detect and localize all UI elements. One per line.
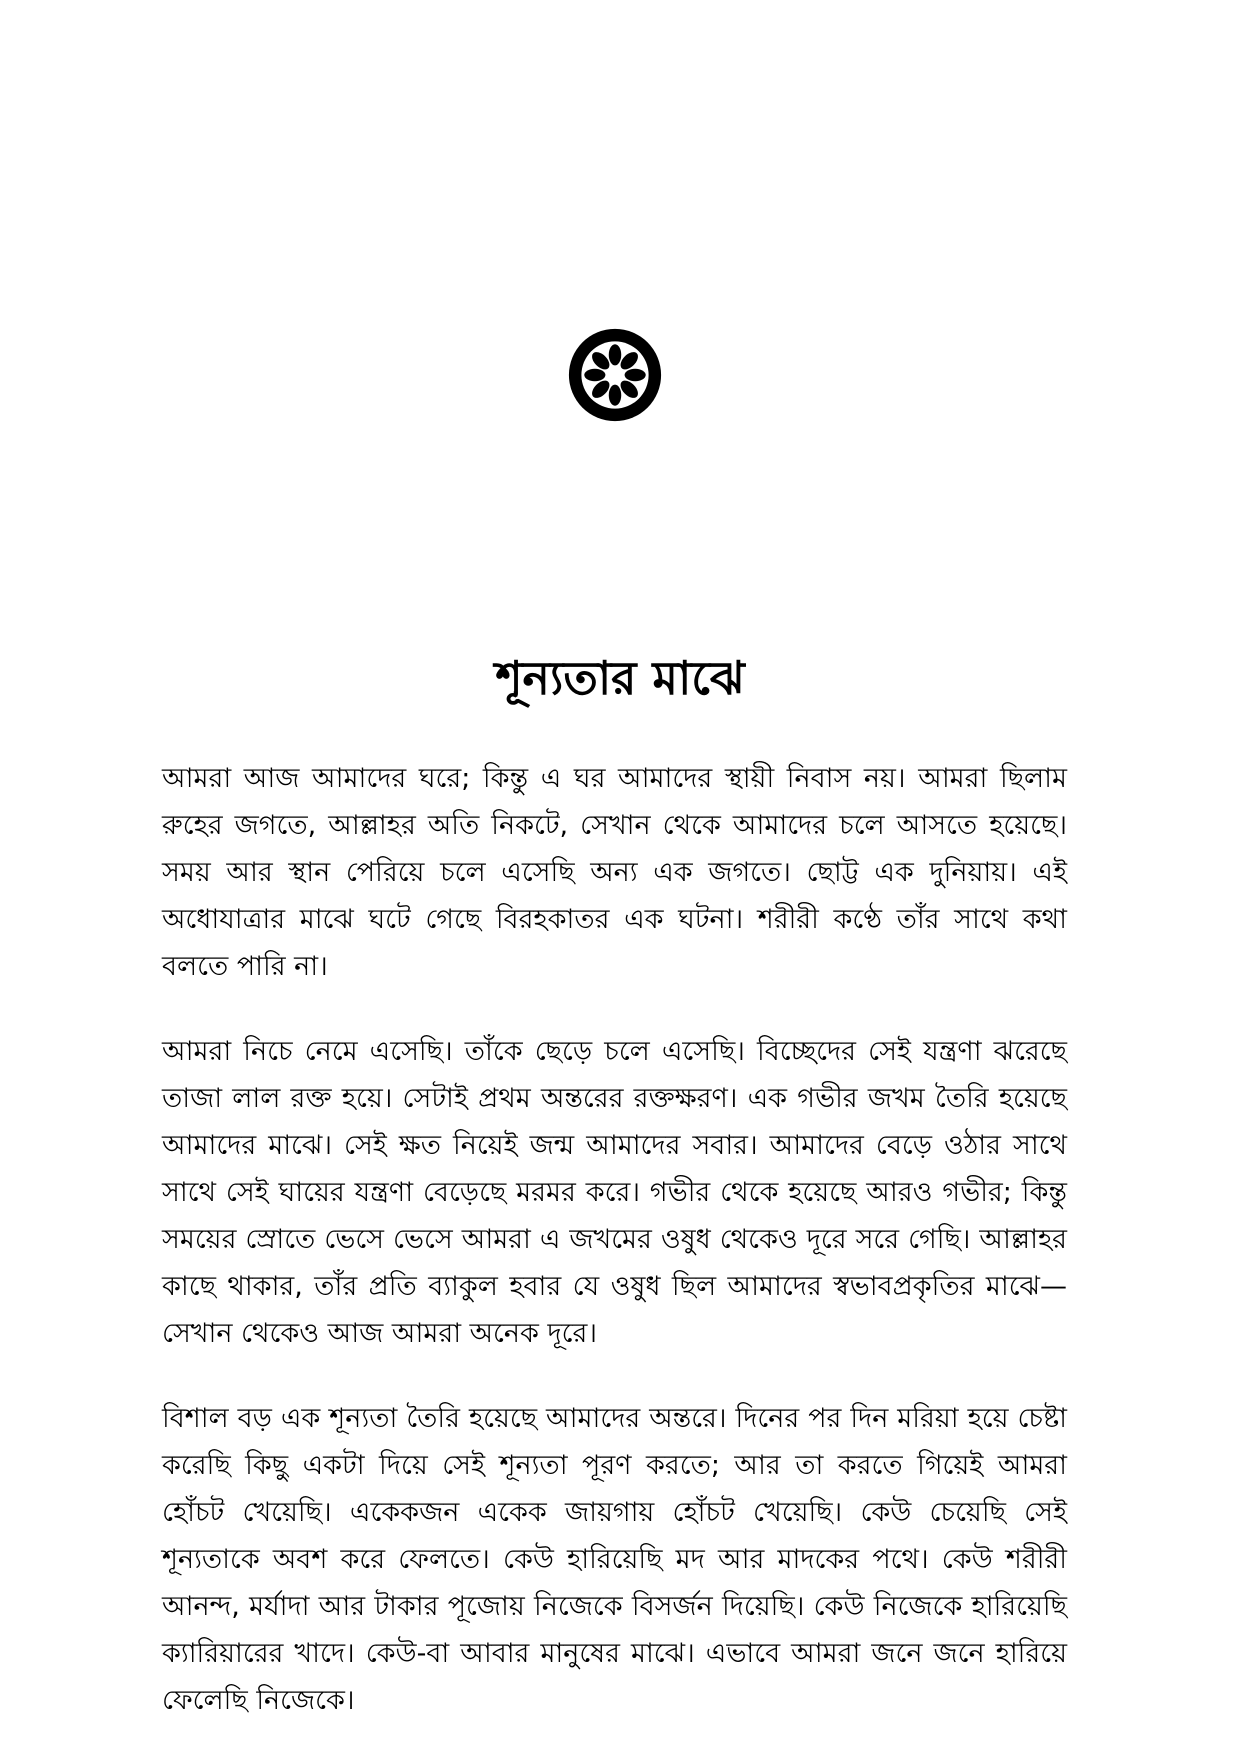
paragraph: আমরা আজ আমাদের ঘরে; কিন্তু এ ঘর আমাদের স্থায়ী নিবাস নয়। আমরা ছিলাম রুহের জগতে, আল্লাহর অতি নিকটে, সেখান থেকে আমাদের চলে আসতে হয়েছে। সময় আর স্থান পেরিয়ে চলে এসেছি অন্য এক জগতে। ছোট্ট এক দুনিয়ায়। এই অধোযাত্রার মাঝে ঘটে গেছে বিরহকাতর এক ঘটনা। শরীরী কণ্ঠে তাঁর সাথে কথা বলতে পারি না।: [162, 763, 1067, 982]
flower-ornament-icon: [567, 327, 663, 423]
paragraph: বিশাল বড় এক শূন্যতা তৈরি হয়েছে আমাদের অন্তরে। দিনের পর দিন মরিয়া হয়ে চেষ্টা করেছি কিছু একটা দিয়ে সেই শূন্যতা পূরণ করতে; আর তা করতে গিয়েই আমরা হোঁচট খেয়েছি। একেকজন একেক জায়গায় হোঁচট খেয়েছি। কেউ চেয়েছি সেই শূন্যতাকে অবশ করে ফেলতে। কেউ হারিয়েছি মদ আর মাদকের পথে। কেউ শরীরী আনন্দ, মর্যাদা আর টাকার পূজোয় নিজেকে বিসর্জন দিয়েছি। কেউ নিজেকে হারিয়েছি ক্যারিয়ারের খাদে। কেউ-বা আবার মানুষের মাঝে। এভাবে আমরা জনে জনে হারিয়ে ফেলেছি নিজেকে।: [162, 1403, 1067, 1716]
body-text: [162, 755, 1067, 1762]
chapter-title: শূন্যতার মাঝে: [495, 651, 745, 705]
paragraph: আমরা নিচে নেমে এসেছি। তাঁকে ছেড়ে চলে এসেছি। বিচ্ছেদের সেই যন্ত্রণা ঝরেছে তাজা লাল রক্ত হয়ে। সেটাই প্রথম অন্তরের রক্তক্ষরণ। এক গভীর জখম তৈরি হয়েছে আমাদের মাঝে। সেই ক্ষত নিয়েই জন্ম আমাদের সবার। আমাদের বেড়ে ওঠার সাথে সাথে সেই ঘায়ের যন্ত্রণা বেড়েছে মরমর করে। গভীর থেকে হয়েছে আরও গভীর; কিন্তু সময়ের স্রোতে ভেসে ভেসে আমরা এ জখমের ওষুধ থেকেও দূরে সরে গেছি। আল্লাহর কাছে থাকার, তাঁর প্রতি ব্যাকুল হবার যে ওষুধ ছিল আমাদের স্বভাবপ্রকৃতির মাঝে—সেখান থেকেও আজ আমরা অনেক দূরে।: [162, 1036, 1067, 1349]
